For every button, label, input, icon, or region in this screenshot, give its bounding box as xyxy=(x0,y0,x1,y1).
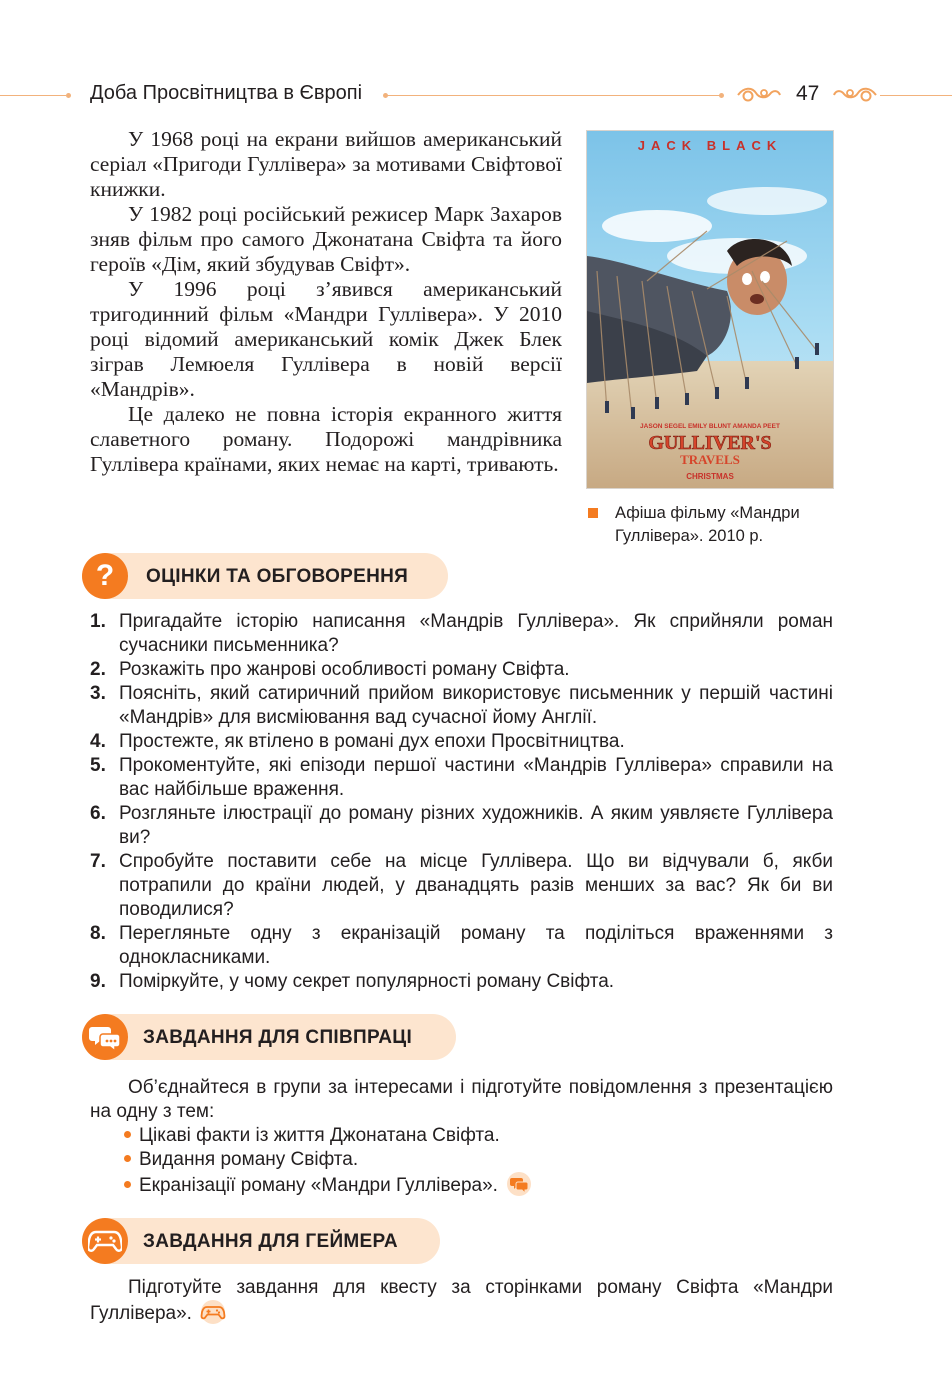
question-number: 4. xyxy=(90,731,106,752)
header-rule-left xyxy=(0,95,66,96)
poster-caption xyxy=(615,502,800,548)
movie-poster-image xyxy=(587,131,833,488)
question-item xyxy=(90,922,833,970)
movie-poster xyxy=(586,130,834,489)
bullet-icon xyxy=(124,1181,131,1188)
question-text: Поміркуйте, у чому секрет популярності роману Свіфта. xyxy=(119,971,615,992)
list-item-text: Цікаві факти із життя Джонатана Свіфта. xyxy=(139,1125,500,1146)
question-text: Розкажіть про жанрові особливості роману Свіфта. xyxy=(119,659,570,680)
list-item xyxy=(124,1148,532,1172)
question-item xyxy=(90,802,833,850)
question-number: 3. xyxy=(90,683,106,704)
question-mark-icon: ? xyxy=(95,559,115,592)
intro-paragraph-2: У 1982 році російський режисер Марк Захаров зняв фільм про самого Джонатана Свіфта та його героїв «Дім, який збудував Свіфт». xyxy=(90,202,562,276)
question-number: 9. xyxy=(90,971,106,992)
question-number: 6. xyxy=(90,803,106,824)
questions-list xyxy=(90,610,833,994)
section-gamer-badge xyxy=(82,1218,128,1264)
question-item xyxy=(90,850,833,922)
bullet-icon xyxy=(124,1155,131,1162)
question-number: 2. xyxy=(90,659,106,680)
question-item xyxy=(90,682,833,730)
header-rule-right xyxy=(880,95,952,96)
question-item xyxy=(90,610,833,658)
bullet-icon xyxy=(124,1131,131,1138)
question-text: Поясніть, який сатиричний прийом використовує письменник у першій частині «Мандрів» для висміювання вад сучасної йому Англії. xyxy=(119,683,833,728)
poster-cast-text: JASON SEGEL EMILY BLUNT AMANDA PEET xyxy=(640,423,780,430)
intro-paragraph-4: Це далеко не повна історія екранного життя славетного роману. Подорожі мандрівника Гуллівера країнами, яких немає на карті, тривають. xyxy=(90,402,562,476)
question-text: Спробуйте поставити себе на місце Гуллівера. Що ви відчували б, якби потрапили до країни людей, у дванадцять разів менших за вас? Як би ви поводилися? xyxy=(119,851,833,920)
running-head-title: Доба Просвітництва в Європі xyxy=(90,82,363,104)
gamer-task xyxy=(90,1276,833,1326)
chat-bubbles-icon xyxy=(88,1022,122,1052)
intro-paragraph-1: У 1968 році на екрани вийшов американський серіал «Пригоди Гуллівера» за мотивами Свіфтової книжки. xyxy=(90,127,562,201)
gamepad-icon xyxy=(88,1228,122,1254)
poster-caption-line2: Гуллівера». 2010 р. xyxy=(615,527,764,545)
question-item xyxy=(90,730,833,754)
question-text: Перегляньте одну з екранізацій роману та поділіться враженнями з однокласниками. xyxy=(119,923,833,968)
poster-top-text: JACK BLACK xyxy=(637,138,783,153)
question-item xyxy=(90,970,833,994)
intro-paragraph-3: У 1996 році з’явився американський тригодинний фільм «Мандри Гуллівера». У 2010 році відомий американський комік Джек Блек зіграв Лемюеля Гуллівера в новій версії «Мандрів». xyxy=(90,277,562,401)
section-discussion-title: ОЦІНКИ ТА ОБГОВОРЕННЯ xyxy=(146,566,409,587)
header-dot-mid-right xyxy=(719,93,724,98)
header-rule-middle xyxy=(386,95,722,96)
question-number: 5. xyxy=(90,755,106,776)
question-text: Пригадайте історію написання «Мандрів Гуллівера». Як сприйняли роман сучасники письменника? xyxy=(119,611,833,656)
gamepad-small-icon xyxy=(200,1300,226,1324)
header-dot-left xyxy=(66,93,71,98)
question-item xyxy=(90,658,833,682)
section-cooperation-title: ЗАВДАННЯ ДЛЯ СПІВПРАЦІ xyxy=(143,1027,413,1048)
gamer-task-text: Підготуйте завдання для квесту за сторінками роману Свіфта «Мандри Гуллівера». xyxy=(90,1277,833,1324)
ornament-right-icon xyxy=(832,84,878,106)
intro-text xyxy=(90,127,562,477)
ornament-left-icon xyxy=(736,84,782,106)
question-number: 1. xyxy=(90,611,106,632)
question-item xyxy=(90,754,833,802)
cooperation-list xyxy=(124,1124,532,1198)
question-text: Простежте, як втілено в романі дух епохи Просвітництва. xyxy=(119,731,625,752)
list-item-text: Екранізації роману «Мандри Гуллівера». xyxy=(139,1175,498,1196)
cooperation-intro: Об’єднайтеся в групи за інтересами і підготуйте повідомлення з презентацією на одну з тем: xyxy=(90,1077,833,1122)
poster-title-line2: TRAVELS xyxy=(680,452,740,467)
poster-title-line1: GULLIVER'S xyxy=(648,432,772,454)
chat-bubbles-small-icon xyxy=(506,1172,532,1196)
list-item xyxy=(124,1124,532,1148)
list-item xyxy=(124,1172,532,1198)
question-number: 8. xyxy=(90,923,106,944)
poster-caption-line1: Афіша фільму «Мандри xyxy=(615,504,800,522)
section-discussion-badge xyxy=(82,553,128,599)
question-text: Розгляньте ілюстрації до роману різних художників. А яким уявляєте Гуллівера ви? xyxy=(119,803,833,848)
question-number: 7. xyxy=(90,851,106,872)
section-cooperation-badge xyxy=(82,1014,128,1060)
page-number: 47 xyxy=(796,82,820,105)
section-gamer-title: ЗАВДАННЯ ДЛЯ ГЕЙМЕРА xyxy=(143,1231,398,1252)
poster-bottom-text: CHRISTMAS xyxy=(686,472,734,481)
caption-marker xyxy=(588,508,598,518)
question-text: Прокоментуйте, які епізоди першої частини «Мандрів Гуллівера» справили на вас найбільше враження. xyxy=(119,755,833,800)
list-item-text: Видання роману Свіфта. xyxy=(139,1149,359,1170)
